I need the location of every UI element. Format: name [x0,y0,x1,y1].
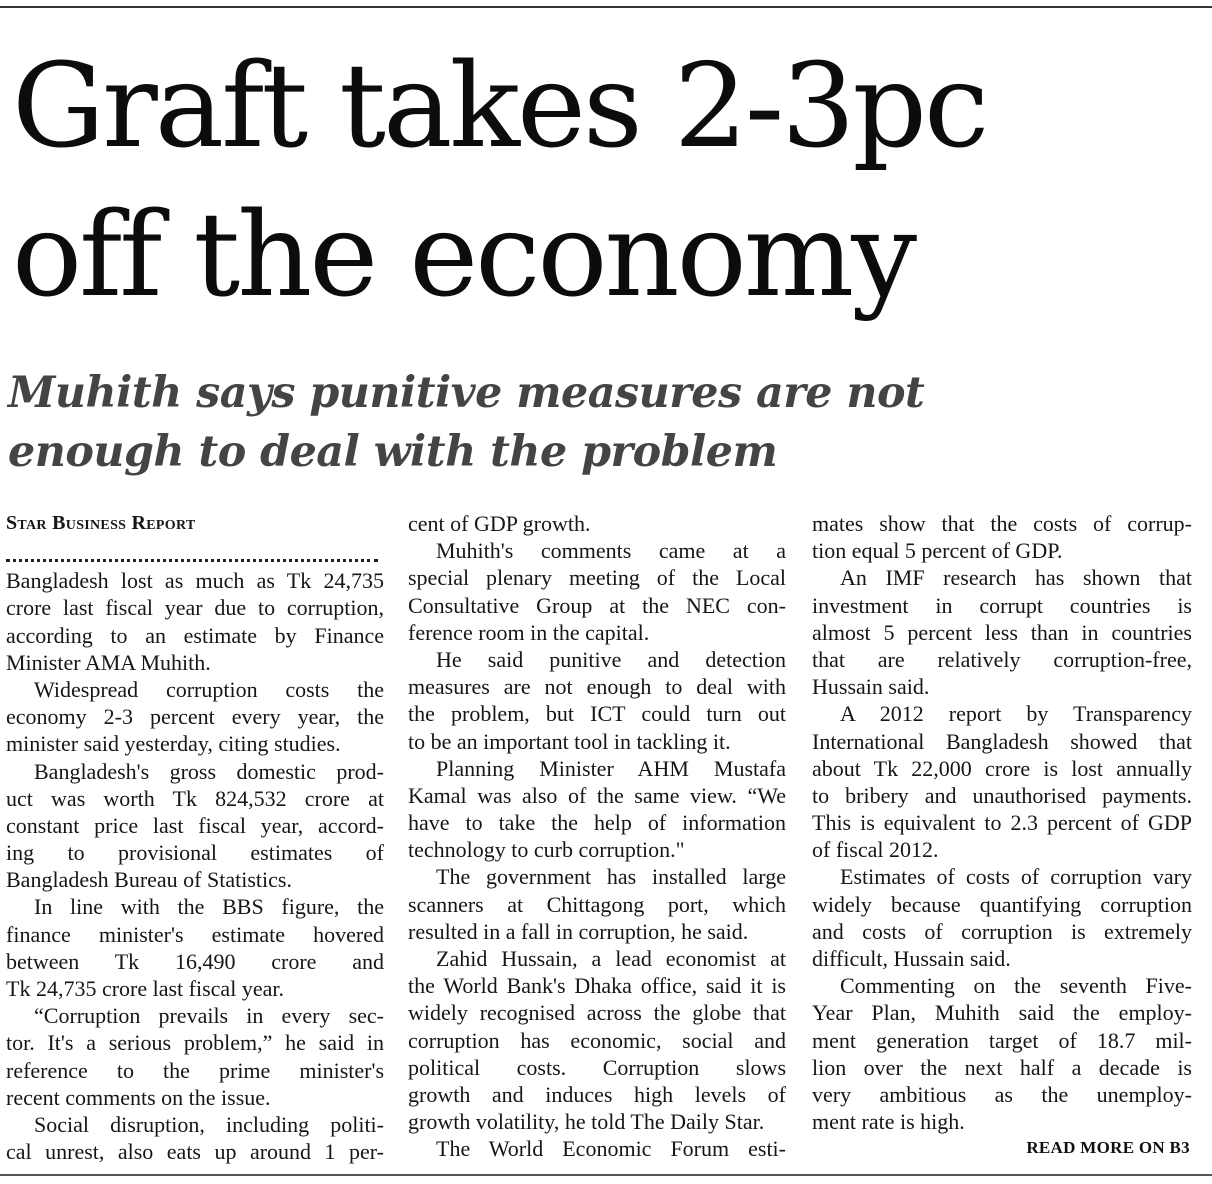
article-text-line: measures are not enough to deal with [408,674,786,700]
article-text-line: to bribery and unauthorised payments. [812,782,1192,808]
article-text-line: economy 2-3 percent every year, the [6,704,384,730]
article-text-line: Widespread corruption costs the [34,676,384,702]
article-text-line: Kamal was also of the same view. “We [408,782,786,808]
article-text-line: that are relatively corruption-free, [812,646,1192,672]
headline [12,32,1207,330]
article-column-3 [812,510,1192,1135]
article-text-line: of fiscal 2012. [812,837,939,863]
article-text-line: about Tk 22,000 crore is lost annually [812,755,1192,781]
article-text-line: constant price last fiscal year, accord- [6,812,384,838]
article-text-line: to be an important tool in tackling it. [408,728,731,754]
article-text-line: This is equivalent to 2.3 percent of GDP [812,810,1192,836]
article-column-2 [408,510,786,1163]
article-text-line: tor. It's a serious problem,” he said in [6,1030,384,1056]
headline-line-2: off the economy [12,188,915,323]
article-text-line: Bangladesh Bureau of Statistics. [6,867,292,893]
article-text-line: ference room in the capital. [408,619,650,645]
article-text-line: corruption has economic, social and [408,1027,786,1053]
article-text-line: Zahid Hussain, a lead economist at [436,946,786,971]
article-column-1 [6,510,384,1165]
article-text-line: crore last fiscal year due to corruption, [6,595,384,621]
article-text-line: Commenting on the seventh Five- [840,973,1192,999]
article-text-line: finance minister's estimate hovered [6,921,384,947]
article-text-line: Year Plan, Muhith said the employ- [812,1000,1192,1026]
subheadline [8,364,1203,482]
article-text-line: very ambitious as the unemploy- [812,1081,1192,1107]
article-text-line: widely recognised across the globe that [408,1000,786,1026]
top-rule [0,6,1212,8]
article-text-line: A 2012 report by Transparency [840,701,1192,727]
article-text-line: growth and induces high levels of [408,1081,786,1107]
article-text-line: minister said yesterday, citing studies. [6,731,341,757]
article-text-line: reference to the prime minister's [6,1057,384,1083]
article-text-line: The World Economic Forum esti- [436,1136,786,1162]
article-text-line: technology to curb corruption." [408,837,685,863]
article-text-line: Consultative Group at the NEC con- [408,592,786,618]
article-text-line: “Corruption prevails in every sec- [34,1003,384,1029]
article-text-line: Bangladesh's gross domestic prod- [34,758,384,784]
article-text-line: Planning Minister AHM Mustafa [436,755,786,781]
article-text-line: difficult, Hussain said. [812,946,1011,971]
article-text-line: the problem, but ICT could turn out [408,701,786,727]
article-text-line: ing to provisional estimates of [6,840,384,866]
article-text-line: Estimates of costs of corruption vary [840,864,1192,890]
article-text-line: An IMF research has shown that [840,565,1192,591]
dotted-divider [6,549,378,562]
article-text-line: political costs. Corruption slows [408,1054,786,1080]
article-text-line: the World Bank's Dhaka office, said it is [408,973,786,999]
article-text-line: The government has installed large [436,864,786,890]
read-more-link[interactable]: READ MORE ON B3 [1026,1138,1190,1157]
article-text-line: and costs of corruption is extremely [812,918,1192,944]
article-text-line: resulted in a fall in corruption, he said. [408,918,749,944]
article-text-line: uct was worth Tk 824,532 crore at [6,785,384,811]
article-text-line: Muhith's comments came at a [436,538,786,564]
article-text-line: scanners at Chittagong port, which [408,891,786,917]
article-text-line: ment rate is high. [812,1109,965,1135]
article-text-line: special plenary meeting of the Local [408,565,786,591]
article-text-line: growth volatility, he told The Daily Star. [408,1109,765,1135]
article-text-line: investment in corrupt countries is [812,592,1192,618]
article-text-line: Minister AMA Muhith. [6,649,211,675]
subheadline-line-1: Muhith says punitive measures are not [8,368,925,418]
article-text-line: Tk 24,735 crore last fiscal year. [6,976,284,1001]
article-text-line: cal unrest, also eats up around 1 per- [6,1139,384,1165]
article-text-line: lion over the next half a decade is [812,1054,1192,1080]
article-text-line: Bangladesh lost as much as Tk 24,735 [6,568,384,594]
article-text-line: He said punitive and detection [436,646,786,672]
byline: Star Business Report [6,512,196,534]
article-text-line: recent comments on the issue. [6,1084,271,1110]
article-text-line: mates show that the costs of corrup- [812,511,1192,536]
article-text-line: In line with the BBS figure, the [34,894,384,920]
bottom-rule [0,1174,1212,1176]
article-text-line: almost 5 percent less than in countries [812,619,1192,645]
article-text-line: according to an estimate by Finance [6,622,384,648]
article-text-line: tion equal 5 percent of GDP. [812,538,1063,564]
article-text-line: ment generation target of 18.7 mil- [812,1027,1192,1053]
article-text-line: widely because quantifying corruption [812,891,1192,917]
article-text-line: International Bangladesh showed that [812,728,1192,754]
article-text-line: Social disruption, including politi- [34,1111,384,1137]
article-text-line: between Tk 16,490 crore and [6,948,384,974]
subheadline-line-2: enough to deal with the problem [8,427,778,477]
article-text-line: Hussain said. [812,674,930,700]
article-text-line: cent of GDP growth. [408,511,591,536]
article-text-line: have to take the help of information [408,810,786,836]
headline-line-1: Graft takes 2-3pc [12,39,987,174]
